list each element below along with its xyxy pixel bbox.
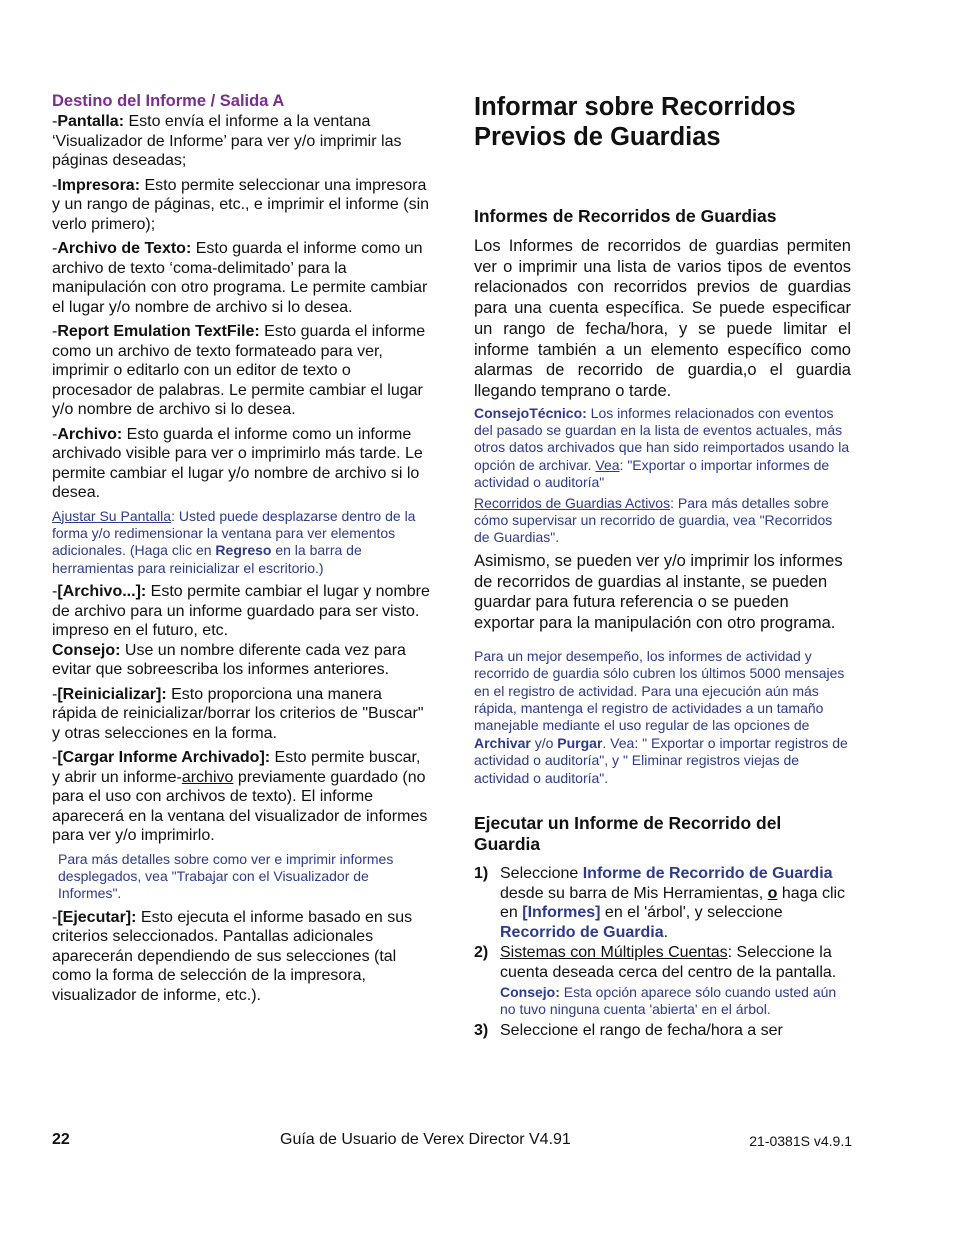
option-archivo-texto: -Archivo de Texto: Esto guarda el informe como un archivo de texto ‘coma-delimitado’ para la manipulación con otro programa. Le permite cambiar el lugar y/o nombre de archivo si lo desea.: [52, 240, 428, 316]
step-2-tip: Consejo: Esta opción aparece sólo cuando usted aún no tuvo ninguna cuenta 'abierta' en el árbol.: [500, 983, 837, 1017]
sistemas-multiples-cuentas-link[interactable]: Sistemas con Múltiples Cuentas: [500, 944, 728, 962]
section-ejecutar-heading: Ejecutar un Informe de Recorrido del Guardia: [474, 812, 782, 854]
page-number: 22: [52, 1131, 70, 1148]
performance-note: Para un mejor desempeño, los informes de actividad y recorrido de guardia sólo cubren los últimos 5000 mensajes en el registro de actividad. Para una ejecución aún más rápida, mantenga el registro de actividades a un tamaño manejable mediante el uso regular de las opciones de Archivar y/o Purgar. Vea: " Exportar o importar registros de actividad o auditoría", y " Eliminar registros viejas de actividad o auditoría".: [474, 647, 848, 786]
vea-link[interactable]: Vea: [595, 456, 620, 473]
option-pantalla: -Pantalla: Esto envía el informe a la ventana ‘Visualizador de Informe’ para ver y/o imprimir las páginas deseadas;: [52, 113, 402, 169]
ajustar-pantalla-link[interactable]: Ajustar Su Pantalla: [52, 507, 172, 524]
section-informes-heading: Informes de Recorridos de Guardias: [474, 206, 777, 226]
footer-version: 21-0381S v4.9.1: [749, 1133, 852, 1149]
informes-button-ref: [Informes]: [522, 904, 601, 922]
option-archivo: -Archivo: Esto guarda el informe como un informe archivado visible para ver o imprimirlo más tarde. Le permite cambiar el lugar y/o nombre de archivo si lo desea.: [52, 425, 423, 501]
section-informes-body: Los Informes de recorridos de guardias permiten ver o imprimir una lista de varios tipos de eventos relacionados con recorridos previos de guardias para una cuenta específica. Se puede especificar un rango de fecha/hora, y se puede limitar el informe también a un elemento específico como alarmas de recorrido de guardia,o el guardia llegando temprano o tarde.: [474, 237, 851, 400]
page-title: Informar sobre Recorridos Previos de Guardias: [474, 93, 796, 151]
option-archivo-button: -[Archivo...]: Esto permite cambiar el lugar y nombre de archivo para un informe guardado para ser visto. impreso en el futuro, etc.: [52, 583, 430, 640]
option-impresora: -Impresora: Esto permite seleccionar una impresora y un rango de páginas, etc., e imprimir el informe (sin verlo primero);: [52, 176, 430, 233]
consejo-tip: Consejo: Use un nombre diferente cada vez para evitar que sobreescriba los informes anteriores.: [52, 641, 406, 679]
output-destination-heading: Destino del Informe / Salida A: [52, 92, 285, 110]
recorridos-activos-note: Recorridos de Guardias Activos: Para más detalles sobre cómo supervisar un recorrido de guardia, vea "Recorridos de Guardias".: [474, 494, 833, 546]
consejo-tecnico-note: ConsejoTécnico: Los informes relacionados con eventos del pasado se guardan en la lista de eventos actuales, más otros datos archivados que han sido reimportados usando la opción de archivar. Vea: "Exportar o importar informes de actividad o auditoría": [474, 404, 850, 491]
page-footer: [52, 1131, 852, 1153]
footer-title: Guía de Usuario de Verex Director V4.91: [280, 1131, 571, 1148]
detalles-visualizador-note: Para más detalles sobre como ver e imprimir informes desplegados, vea "Trabajar con el Visualizador de Informes".: [58, 850, 394, 902]
option-report-emulation: -Report Emulation TextFile: Esto guarda el informe como un archivo de texto formateado para ver, imprimir o editarlo con un editor de texto o procesador de palabras. Le permite cambiar el lugar y/o nombre de archivo si lo desea.: [52, 323, 426, 418]
ajustar-pantalla-note: Ajustar Su Pantalla: Usted puede desplazarse dentro de la forma y/o redimensionar la ventana para ver elementos adicionales. (Haga clic en Regreso en la barra de herramientas para reinicializar el escritorio.): [52, 507, 416, 576]
option-cargar-informe: -[Cargar Informe Archivado]: Esto permite buscar, y abrir un informe-archivo previamente guardado (no para el uso con archivos de texto). El informe aparecerá en la ventana del visualizador de informes para ver y/o imprimirlo.: [52, 749, 428, 845]
step-1: 1) Seleccione Informe de Recorrido de Guardia desde su barra de Mis Herramientas, o haga clic en [Informes] en el 'árbol', y seleccione Recorrido de Guardia.: [474, 864, 846, 941]
steps-list: [474, 864, 851, 1041]
option-ejecutar: -[Ejecutar]: Esto ejecuta el informe basado en sus criterios seleccionados. Pantallas adicionales aparecerán dependiendo de sus selecciones (tal como la forma de selección de la impresora, visualizador de informe, etc.).: [52, 908, 413, 1004]
recorridos-activos-link[interactable]: Recorridos de Guardias Activos: [474, 494, 671, 511]
option-reinicializar: -[Reinicializar]: Esto proporciona una manera rápida de reinicializar/borrar los criterios de "Buscar" y otras selecciones en la forma.: [52, 685, 424, 742]
step-3: 3) Seleccione el rango de fecha/hora a ser: [474, 1022, 783, 1040]
right-column: [474, 92, 851, 1041]
archivo-link[interactable]: archivo: [181, 768, 234, 786]
step-2: 2) Sistemas con Múltiples Cuentas: Seleccione la cuenta deseada cerca del centro de la pantalla. Consejo: Esta opción aparece sólo cuando usted aún no tuvo ninguna cuenta 'abierta' en el árbol.: [474, 943, 851, 1018]
section-informes-body-2: Asimismo, se pueden ver y/o imprimir los informes de recorridos de guardias al instante, se pueden guardar para futura referencia o se pueden exportar para la manipulación con otro programa.: [474, 551, 843, 632]
left-column: [52, 92, 430, 1005]
